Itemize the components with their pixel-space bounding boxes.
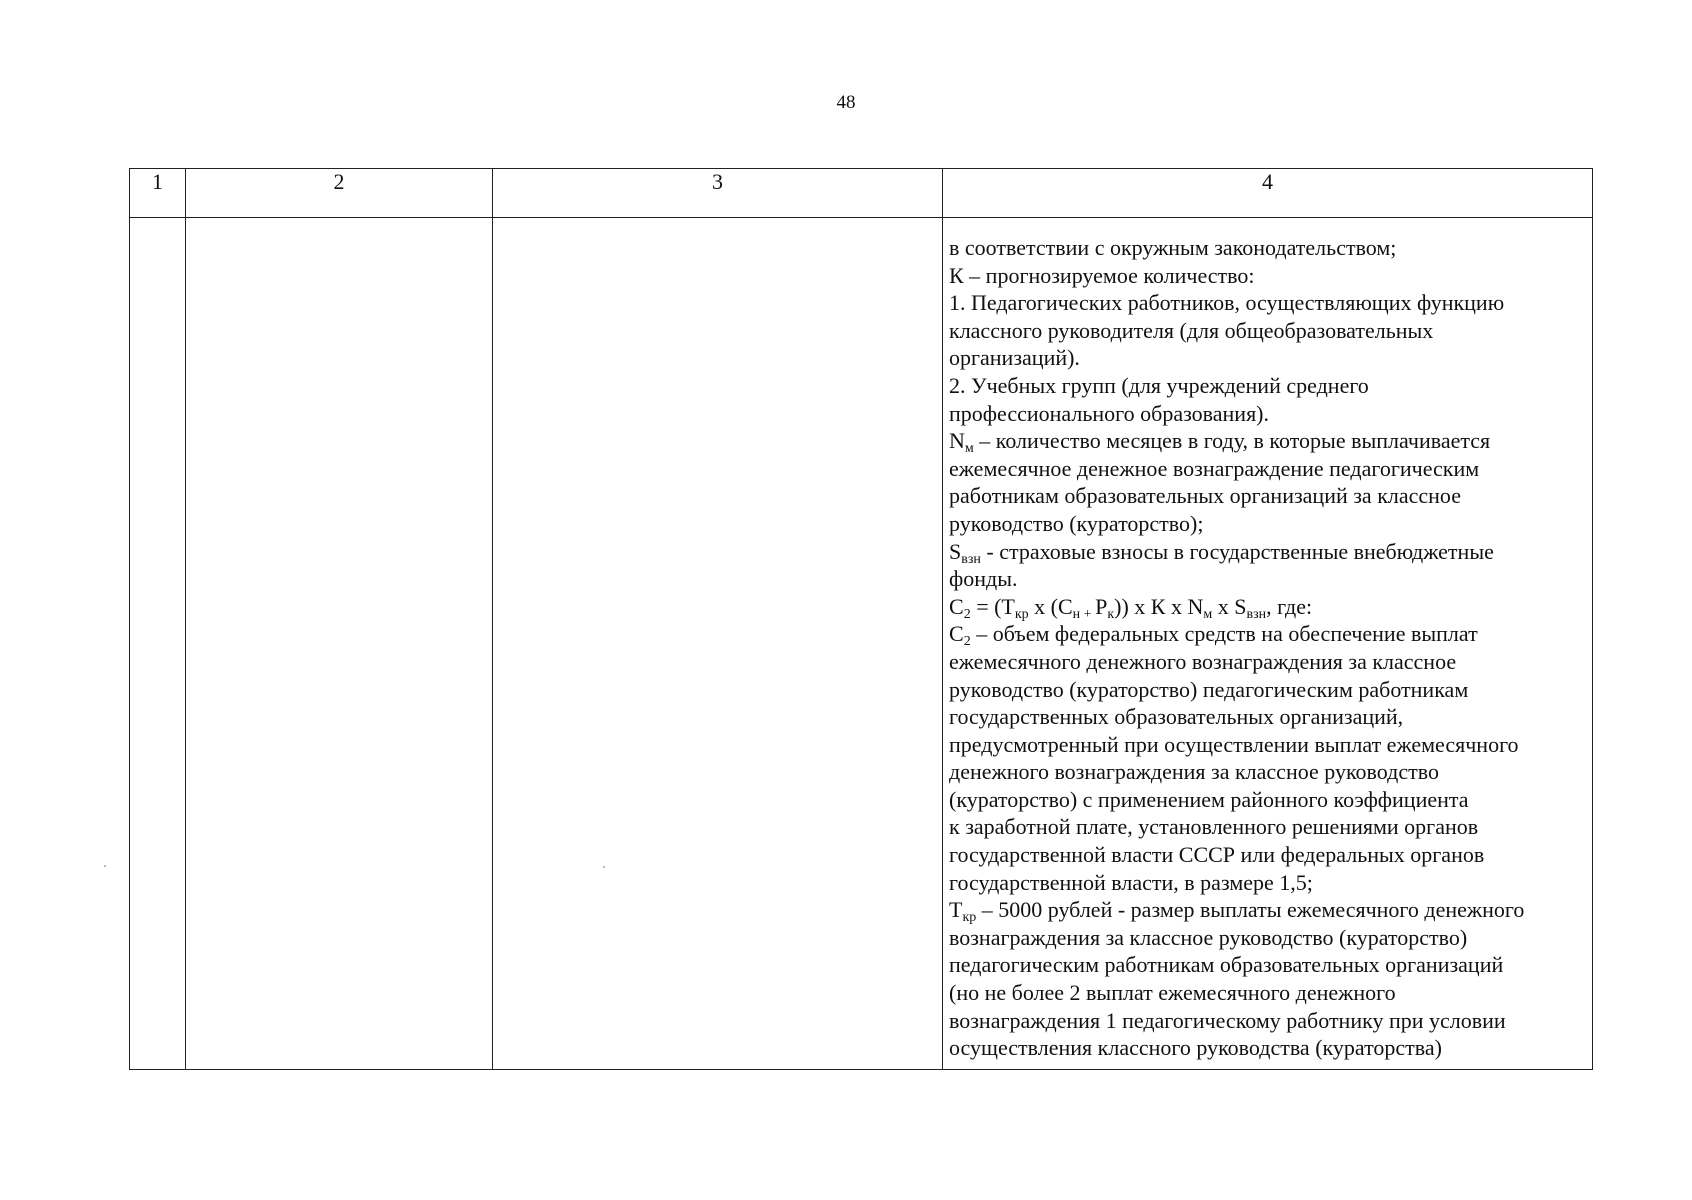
text-line (949, 951, 1586, 979)
text-run: государственной власти СССР или федеральных органов (949, 842, 1485, 868)
text-run: работникам образовательных организаций за классное (949, 483, 1461, 509)
text-run: государственных образовательных организаций, (949, 704, 1404, 730)
text-run: профессионального образования). (949, 400, 1270, 426)
cell-col-4 (943, 218, 1593, 1070)
text-line (949, 262, 1586, 290)
subscript: н + (1072, 606, 1096, 622)
table-row (130, 218, 1593, 1070)
table-header-row (130, 169, 1593, 218)
text-run: 2. Учебных групп (для учреждений среднего (949, 372, 1369, 398)
cell-col-3 (493, 218, 943, 1070)
document-table (129, 168, 1593, 1070)
text-run: P (1095, 593, 1108, 619)
cell-col-1 (130, 218, 186, 1070)
subscript: взн (961, 551, 981, 567)
text-run: (кураторство) с применением районного коэффициента (949, 786, 1469, 812)
text-run: C (949, 593, 964, 619)
text-run: денежного вознаграждения за классное руководство (949, 759, 1439, 785)
text-line (949, 538, 1586, 566)
header-cell-4: 4 (943, 169, 1593, 218)
header-cell-3: 3 (493, 169, 943, 218)
text-line (949, 400, 1586, 428)
text-run: руководство (кураторство) педагогическим работникам (949, 676, 1469, 702)
text-line (949, 510, 1586, 538)
text-line (949, 620, 1586, 648)
scan-speck (104, 865, 106, 867)
text-run: x S (1212, 593, 1247, 619)
text-run: государственной власти, в размере 1,5; (949, 869, 1313, 895)
text-line (949, 234, 1586, 262)
text-line (949, 924, 1586, 952)
scan-speck (603, 866, 605, 868)
text-run: = (T (970, 593, 1015, 619)
page-number: 48 (836, 92, 856, 113)
text-line (949, 731, 1586, 759)
text-run: педагогическим работникам образовательных организаций (949, 952, 1504, 978)
text-run: в соответствии с окружным законодательством; (949, 235, 1397, 260)
text-run: - страховые взносы в государственные внебюджетные (980, 538, 1494, 564)
text-run: руководство (кураторство); (949, 510, 1204, 536)
text-run: S (949, 538, 962, 564)
text-line (949, 813, 1586, 841)
text-line (949, 703, 1586, 731)
subscript: м (964, 441, 974, 457)
text-line (949, 676, 1586, 704)
text-run: вознаграждения за классное руководство (кураторство) (949, 924, 1468, 950)
text-line (949, 1034, 1586, 1062)
text-run: N (949, 428, 965, 454)
text-run: x (С (1028, 593, 1073, 619)
cell-col-2 (186, 218, 493, 1070)
text-run: к заработной плате, установленного решениями органов (949, 814, 1479, 840)
text-line (949, 344, 1586, 372)
header-cell-2: 2 (186, 169, 493, 218)
text-run: )) x К x N (1114, 593, 1204, 619)
text-run: – количество месяцев в году, в которые выплачивается (973, 428, 1491, 454)
subscript: взн (1246, 606, 1267, 622)
text-run: предусмотренный при осуществлении выплат ежемесячного (949, 731, 1519, 757)
text-run: классного руководителя (для общеобразовательных (949, 317, 1434, 343)
text-run: вознаграждения 1 педагогическому работнику при условии (949, 1007, 1506, 1033)
text-run: фонды. (949, 566, 1018, 592)
text-line (949, 455, 1586, 483)
text-run: организаций). (949, 345, 1080, 371)
subscript: 2 (963, 606, 971, 622)
text-line (949, 565, 1586, 593)
text-line (949, 648, 1586, 676)
text-line (949, 482, 1586, 510)
text-run: T (949, 897, 963, 923)
text-line (949, 1007, 1586, 1035)
text-run: осуществления классного руководства (кураторства) (949, 1035, 1442, 1061)
text-run: (но не более 2 выплат ежемесячного денежного (949, 980, 1396, 1006)
text-line (949, 758, 1586, 786)
text-line (949, 841, 1586, 869)
subscript: кр (962, 910, 977, 926)
text-run: 1. Педагогических работников, осуществляющих функцию (949, 290, 1505, 316)
text-line (949, 869, 1586, 897)
subscript: к (1107, 606, 1115, 622)
text-line (949, 979, 1586, 1007)
text-run: , где: (1266, 593, 1313, 619)
col4-text (943, 218, 1592, 1062)
subscript: 2 (963, 634, 971, 650)
text-run: – 5000 рублей - размер выплаты ежемесячного денежного (976, 897, 1525, 923)
text-line (949, 289, 1586, 317)
subscript: м (1203, 606, 1213, 622)
text-line (949, 593, 1586, 621)
text-line (949, 372, 1586, 400)
subscript: кр (1014, 606, 1029, 622)
text-run: ежемесячного денежного вознаграждения за классное (949, 648, 1457, 674)
text-line (949, 317, 1586, 345)
text-run: C (949, 621, 964, 647)
text-line (949, 896, 1586, 924)
text-line (949, 786, 1586, 814)
text-run: – объем федеральных средств на обеспечение выплат (970, 621, 1478, 647)
header-cell-1: 1 (130, 169, 186, 218)
text-run: ежемесячное денежное вознаграждение педагогическим (949, 455, 1480, 481)
text-line (949, 427, 1586, 455)
text-run: К – прогнозируемое количество: (949, 262, 1255, 288)
